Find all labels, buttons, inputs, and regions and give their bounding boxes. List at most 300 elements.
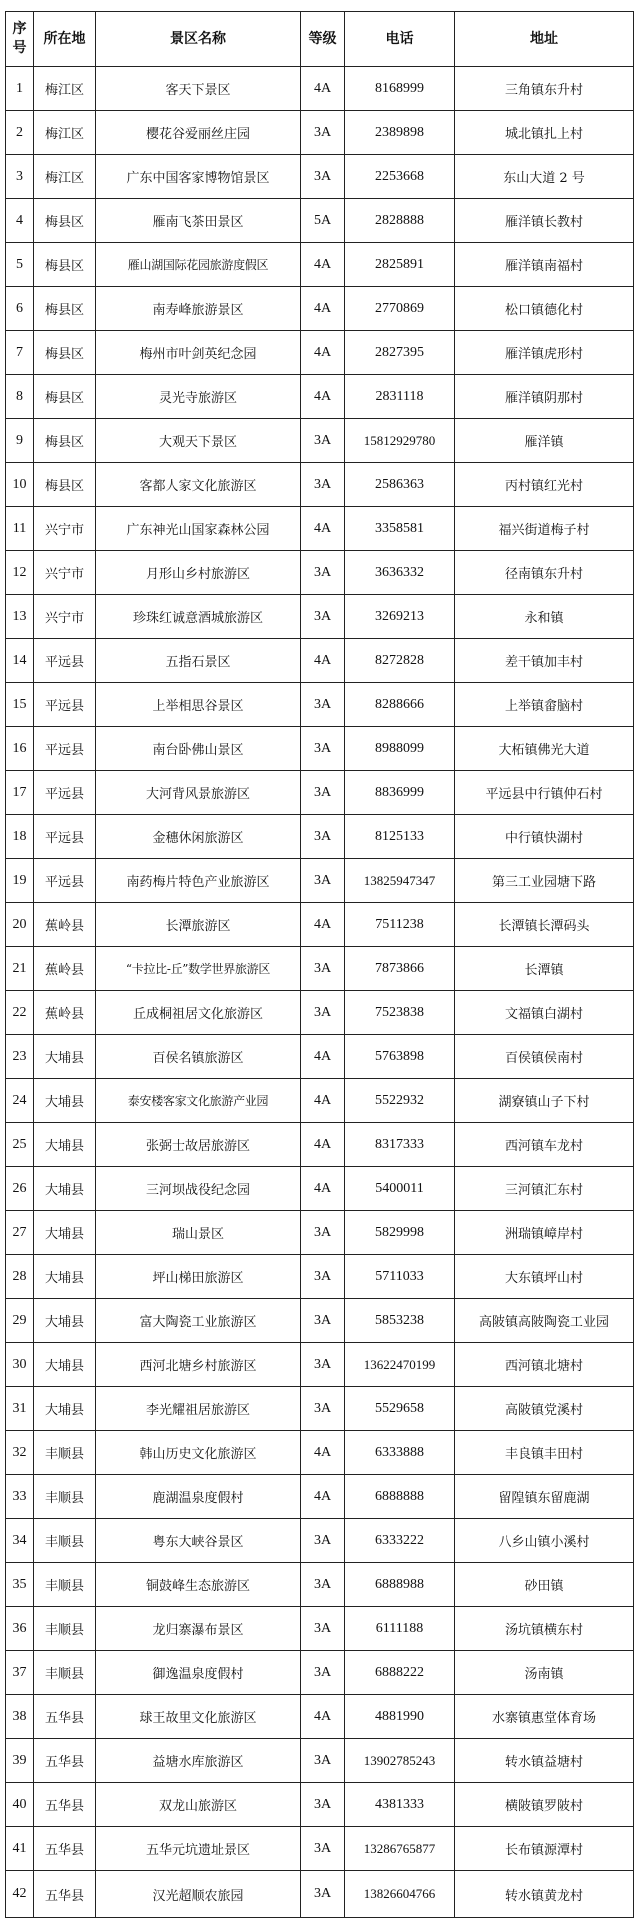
cell-seq: 32 (6, 1431, 34, 1475)
cell-district: 蕉岭县 (34, 903, 96, 947)
cell-phone: 6333888 (345, 1431, 455, 1475)
cell-district: 五华县 (34, 1739, 96, 1783)
cell-seq: 27 (6, 1211, 34, 1255)
table-row (6, 463, 634, 507)
table-row (6, 991, 634, 1035)
cell-name: “卡拉比-丘”数学世界旅游区 (96, 947, 301, 991)
cell-phone: 6111188 (345, 1607, 455, 1651)
table-body (6, 67, 634, 1918)
cell-level: 4A (301, 287, 345, 331)
scenic-area-table (5, 11, 634, 1918)
cell-level: 4A (301, 1475, 345, 1519)
cell-name: 大河背风景旅游区 (96, 771, 301, 815)
cell-address: 长潭镇长潭码头 (455, 903, 634, 947)
table-row (6, 199, 634, 243)
cell-level: 4A (301, 1035, 345, 1079)
cell-address: 径南镇东升村 (455, 551, 634, 595)
cell-district: 丰顺县 (34, 1651, 96, 1695)
cell-seq: 38 (6, 1695, 34, 1739)
cell-district: 大埔县 (34, 1255, 96, 1299)
cell-name: 长潭旅游区 (96, 903, 301, 947)
cell-name: 粤东大峡谷景区 (96, 1519, 301, 1563)
cell-district: 梅县区 (34, 287, 96, 331)
scenic-area-table-container (5, 11, 633, 1918)
cell-district: 五华县 (34, 1695, 96, 1739)
table-row (6, 727, 634, 771)
cell-seq: 29 (6, 1299, 34, 1343)
cell-district: 平远县 (34, 859, 96, 903)
table-header-row (6, 12, 634, 67)
cell-level: 4A (301, 1079, 345, 1123)
cell-seq: 42 (6, 1871, 34, 1918)
cell-name: 金穗休闲旅游区 (96, 815, 301, 859)
cell-seq: 3 (6, 155, 34, 199)
cell-district: 梅县区 (34, 243, 96, 287)
table-row (6, 859, 634, 903)
cell-phone: 6888222 (345, 1651, 455, 1695)
cell-phone: 5522932 (345, 1079, 455, 1123)
cell-seq: 40 (6, 1783, 34, 1827)
cell-address: 长潭镇 (455, 947, 634, 991)
cell-level: 3A (301, 771, 345, 815)
cell-address: 雁洋镇南福村 (455, 243, 634, 287)
cell-phone: 2827395 (345, 331, 455, 375)
cell-phone: 8317333 (345, 1123, 455, 1167)
cell-seq: 25 (6, 1123, 34, 1167)
table-row (6, 1255, 634, 1299)
cell-seq: 22 (6, 991, 34, 1035)
cell-level: 3A (301, 1827, 345, 1871)
cell-phone: 5829998 (345, 1211, 455, 1255)
cell-address: 长布镇源潭村 (455, 1827, 634, 1871)
cell-seq: 41 (6, 1827, 34, 1871)
cell-name: 梅州市叶剑英纪念园 (96, 331, 301, 375)
cell-district: 平远县 (34, 815, 96, 859)
cell-seq: 12 (6, 551, 34, 595)
cell-phone: 8272828 (345, 639, 455, 683)
cell-level: 3A (301, 1255, 345, 1299)
cell-phone: 2831118 (345, 375, 455, 419)
header-address: 地址 (455, 12, 634, 67)
cell-district: 蕉岭县 (34, 991, 96, 1035)
cell-level: 3A (301, 1387, 345, 1431)
cell-level: 3A (301, 595, 345, 639)
cell-seq: 16 (6, 727, 34, 771)
cell-district: 梅江区 (34, 67, 96, 111)
cell-seq: 34 (6, 1519, 34, 1563)
cell-address: 第三工业园塘下路 (455, 859, 634, 903)
cell-seq: 2 (6, 111, 34, 155)
table-row (6, 287, 634, 331)
table-row (6, 1167, 634, 1211)
cell-name: 泰安楼客家文化旅游产业园 (96, 1079, 301, 1123)
cell-address: 大东镇坪山村 (455, 1255, 634, 1299)
cell-level: 3A (301, 419, 345, 463)
table-row (6, 1827, 634, 1871)
cell-address: 雁洋镇阴那村 (455, 375, 634, 419)
cell-seq: 6 (6, 287, 34, 331)
cell-seq: 5 (6, 243, 34, 287)
cell-level: 4A (301, 1123, 345, 1167)
cell-name: 富大陶瓷工业旅游区 (96, 1299, 301, 1343)
cell-phone: 6888988 (345, 1563, 455, 1607)
cell-seq: 20 (6, 903, 34, 947)
cell-name: 李光耀祖居旅游区 (96, 1387, 301, 1431)
cell-address: 丰良镇丰田村 (455, 1431, 634, 1475)
table-row (6, 595, 634, 639)
cell-district: 五华县 (34, 1871, 96, 1918)
cell-name: 球王故里文化旅游区 (96, 1695, 301, 1739)
cell-seq: 14 (6, 639, 34, 683)
cell-seq: 36 (6, 1607, 34, 1651)
table-row (6, 1871, 634, 1918)
cell-seq: 23 (6, 1035, 34, 1079)
cell-level: 3A (301, 727, 345, 771)
table-row (6, 1607, 634, 1651)
cell-district: 丰顺县 (34, 1563, 96, 1607)
cell-name: 益塘水库旅游区 (96, 1739, 301, 1783)
cell-district: 兴宁市 (34, 507, 96, 551)
table-row (6, 1695, 634, 1739)
table-row (6, 1739, 634, 1783)
table-row (6, 1079, 634, 1123)
table-row (6, 419, 634, 463)
cell-name: 龙归寨瀑布景区 (96, 1607, 301, 1651)
cell-level: 3A (301, 1607, 345, 1651)
cell-level: 3A (301, 947, 345, 991)
cell-name: 坪山梯田旅游区 (96, 1255, 301, 1299)
cell-address: 中行镇快湖村 (455, 815, 634, 859)
cell-level: 4A (301, 243, 345, 287)
table-row (6, 1343, 634, 1387)
cell-name: 瑞山景区 (96, 1211, 301, 1255)
cell-name: 南台卧佛山景区 (96, 727, 301, 771)
cell-name: 广东神光山国家森林公园 (96, 507, 301, 551)
cell-name: 鹿湖温泉度假村 (96, 1475, 301, 1519)
cell-district: 平远县 (34, 639, 96, 683)
cell-name: 客都人家文化旅游区 (96, 463, 301, 507)
cell-seq: 13 (6, 595, 34, 639)
cell-address: 水寨镇惠堂体育场 (455, 1695, 634, 1739)
table-row (6, 815, 634, 859)
cell-seq: 28 (6, 1255, 34, 1299)
cell-district: 梅县区 (34, 199, 96, 243)
cell-district: 丰顺县 (34, 1607, 96, 1651)
header-seq (6, 12, 34, 67)
header-seq-label: 序号 (12, 21, 27, 56)
cell-seq: 31 (6, 1387, 34, 1431)
cell-name: 御逸温泉度假村 (96, 1651, 301, 1695)
cell-district: 梅县区 (34, 463, 96, 507)
cell-level: 3A (301, 1519, 345, 1563)
cell-address: 东山大道 2 号 (455, 155, 634, 199)
cell-phone: 3636332 (345, 551, 455, 595)
cell-district: 梅县区 (34, 419, 96, 463)
cell-name: 五华元坑遗址景区 (96, 1827, 301, 1871)
cell-phone: 7511238 (345, 903, 455, 947)
cell-level: 3A (301, 815, 345, 859)
cell-address: 汤南镇 (455, 1651, 634, 1695)
cell-phone: 8288666 (345, 683, 455, 727)
cell-address: 松口镇德化村 (455, 287, 634, 331)
cell-seq: 30 (6, 1343, 34, 1387)
cell-phone: 6888888 (345, 1475, 455, 1519)
cell-seq: 26 (6, 1167, 34, 1211)
cell-name: 韩山历史文化旅游区 (96, 1431, 301, 1475)
cell-level: 3A (301, 1871, 345, 1918)
table-row (6, 243, 634, 287)
cell-district: 大埔县 (34, 1167, 96, 1211)
cell-level: 3A (301, 1299, 345, 1343)
cell-address: 汤坑镇横东村 (455, 1607, 634, 1651)
cell-district: 大埔县 (34, 1387, 96, 1431)
cell-seq: 8 (6, 375, 34, 419)
cell-seq: 33 (6, 1475, 34, 1519)
cell-level: 4A (301, 507, 345, 551)
cell-seq: 4 (6, 199, 34, 243)
cell-phone: 2586363 (345, 463, 455, 507)
cell-name: 客天下景区 (96, 67, 301, 111)
table-row (6, 639, 634, 683)
table-row (6, 1387, 634, 1431)
cell-phone: 13825947347 (345, 859, 455, 903)
cell-level: 4A (301, 331, 345, 375)
cell-address: 留隍镇东留鹿湖 (455, 1475, 634, 1519)
table-row (6, 903, 634, 947)
table-row (6, 507, 634, 551)
cell-address: 三河镇汇东村 (455, 1167, 634, 1211)
cell-district: 大埔县 (34, 1211, 96, 1255)
cell-phone: 13826604766 (345, 1871, 455, 1918)
cell-district: 大埔县 (34, 1035, 96, 1079)
cell-address: 大柘镇佛光大道 (455, 727, 634, 771)
cell-phone: 13622470199 (345, 1343, 455, 1387)
cell-address: 雁洋镇虎形村 (455, 331, 634, 375)
header-level-label: 等级 (308, 30, 337, 47)
cell-address: 西河镇车龙村 (455, 1123, 634, 1167)
cell-level: 4A (301, 67, 345, 111)
cell-level: 4A (301, 1167, 345, 1211)
cell-phone: 8988099 (345, 727, 455, 771)
table-row (6, 1035, 634, 1079)
cell-level: 3A (301, 1343, 345, 1387)
cell-district: 兴宁市 (34, 551, 96, 595)
cell-name: 三河坝战役纪念园 (96, 1167, 301, 1211)
cell-address: 文福镇白湖村 (455, 991, 634, 1035)
cell-level: 5A (301, 199, 345, 243)
cell-seq: 39 (6, 1739, 34, 1783)
cell-phone: 15812929780 (345, 419, 455, 463)
cell-phone: 5711033 (345, 1255, 455, 1299)
cell-name: 张弼士故居旅游区 (96, 1123, 301, 1167)
cell-address: 上举镇畲脑村 (455, 683, 634, 727)
cell-phone: 2828888 (345, 199, 455, 243)
cell-phone: 5529658 (345, 1387, 455, 1431)
table-row (6, 947, 634, 991)
cell-seq: 35 (6, 1563, 34, 1607)
table-row (6, 1211, 634, 1255)
cell-level: 3A (301, 1211, 345, 1255)
cell-name: 灵光寺旅游区 (96, 375, 301, 419)
cell-name: 南药梅片特色产业旅游区 (96, 859, 301, 903)
header-level (301, 12, 345, 67)
cell-phone: 8168999 (345, 67, 455, 111)
cell-level: 3A (301, 1651, 345, 1695)
cell-level: 4A (301, 639, 345, 683)
table-row (6, 1299, 634, 1343)
cell-level: 3A (301, 859, 345, 903)
cell-phone: 8836999 (345, 771, 455, 815)
cell-seq: 37 (6, 1651, 34, 1695)
cell-seq: 24 (6, 1079, 34, 1123)
cell-seq: 11 (6, 507, 34, 551)
cell-seq: 17 (6, 771, 34, 815)
cell-district: 大埔县 (34, 1079, 96, 1123)
cell-phone: 13902785243 (345, 1739, 455, 1783)
cell-level: 4A (301, 375, 345, 419)
cell-name: 珍珠红诚意酒城旅游区 (96, 595, 301, 639)
cell-seq: 18 (6, 815, 34, 859)
table-row (6, 1563, 634, 1607)
cell-level: 3A (301, 551, 345, 595)
cell-district: 梅县区 (34, 375, 96, 419)
table-row (6, 1475, 634, 1519)
cell-address: 差干镇加丰村 (455, 639, 634, 683)
cell-phone: 6333222 (345, 1519, 455, 1563)
cell-name: 大观天下景区 (96, 419, 301, 463)
cell-address: 百侯镇侯南村 (455, 1035, 634, 1079)
cell-level: 3A (301, 1739, 345, 1783)
cell-name: 汉光超顺农旅园 (96, 1871, 301, 1918)
cell-address: 雁洋镇 (455, 419, 634, 463)
cell-district: 梅江区 (34, 155, 96, 199)
cell-address: 横陂镇罗陂村 (455, 1783, 634, 1827)
cell-address: 转水镇益塘村 (455, 1739, 634, 1783)
cell-district: 兴宁市 (34, 595, 96, 639)
cell-address: 丙村镇红光村 (455, 463, 634, 507)
cell-phone: 13286765877 (345, 1827, 455, 1871)
cell-phone: 8125133 (345, 815, 455, 859)
cell-district: 平远县 (34, 727, 96, 771)
cell-seq: 19 (6, 859, 34, 903)
header-name: 景区名称 (96, 12, 301, 67)
cell-name: 铜鼓峰生态旅游区 (96, 1563, 301, 1607)
cell-name: 上举相思谷景区 (96, 683, 301, 727)
cell-district: 丰顺县 (34, 1475, 96, 1519)
cell-level: 4A (301, 903, 345, 947)
cell-district: 大埔县 (34, 1123, 96, 1167)
cell-district: 梅县区 (34, 331, 96, 375)
cell-address: 转水镇黄龙村 (455, 1871, 634, 1918)
cell-name: 雁南飞茶田景区 (96, 199, 301, 243)
cell-name: 樱花谷爱丽丝庄园 (96, 111, 301, 155)
cell-level: 4A (301, 1695, 345, 1739)
cell-name: 雁山湖国际花园旅游度假区 (96, 243, 301, 287)
table-row (6, 67, 634, 111)
table-row (6, 1431, 634, 1475)
cell-address: 八乡山镇小溪村 (455, 1519, 634, 1563)
cell-seq: 7 (6, 331, 34, 375)
cell-district: 平远县 (34, 683, 96, 727)
cell-phone: 2389898 (345, 111, 455, 155)
cell-level: 3A (301, 1563, 345, 1607)
cell-level: 3A (301, 683, 345, 727)
cell-district: 梅江区 (34, 111, 96, 155)
cell-district: 大埔县 (34, 1299, 96, 1343)
cell-seq: 15 (6, 683, 34, 727)
cell-phone: 3358581 (345, 507, 455, 551)
table-row (6, 1123, 634, 1167)
cell-name: 广东中国客家博物馆景区 (96, 155, 301, 199)
cell-phone: 7523838 (345, 991, 455, 1035)
cell-district: 平远县 (34, 771, 96, 815)
cell-seq: 21 (6, 947, 34, 991)
cell-address: 雁洋镇长教村 (455, 199, 634, 243)
cell-district: 丰顺县 (34, 1431, 96, 1475)
cell-address: 西河镇北塘村 (455, 1343, 634, 1387)
cell-name: 五指石景区 (96, 639, 301, 683)
table-row (6, 111, 634, 155)
cell-address: 三角镇东升村 (455, 67, 634, 111)
cell-district: 大埔县 (34, 1343, 96, 1387)
cell-name: 南寿峰旅游景区 (96, 287, 301, 331)
header-phone: 电话 (345, 12, 455, 67)
cell-level: 3A (301, 111, 345, 155)
cell-name: 西河北塘乡村旅游区 (96, 1343, 301, 1387)
cell-phone: 5400011 (345, 1167, 455, 1211)
cell-name: 百侯名镇旅游区 (96, 1035, 301, 1079)
cell-phone: 2770869 (345, 287, 455, 331)
cell-phone: 5853238 (345, 1299, 455, 1343)
cell-phone: 7873866 (345, 947, 455, 991)
cell-phone: 2253668 (345, 155, 455, 199)
table-row (6, 375, 634, 419)
cell-address: 城北镇扎上村 (455, 111, 634, 155)
cell-address: 洲瑞镇嶂岸村 (455, 1211, 634, 1255)
table-row (6, 683, 634, 727)
cell-level: 3A (301, 463, 345, 507)
table-row (6, 551, 634, 595)
header-district: 所在地 (34, 12, 96, 67)
cell-seq: 1 (6, 67, 34, 111)
cell-name: 丘成桐祖居文化旅游区 (96, 991, 301, 1035)
table-row (6, 1783, 634, 1827)
cell-name: 月形山乡村旅游区 (96, 551, 301, 595)
cell-level: 3A (301, 1783, 345, 1827)
cell-seq: 9 (6, 419, 34, 463)
cell-phone: 4881990 (345, 1695, 455, 1739)
cell-name: 双龙山旅游区 (96, 1783, 301, 1827)
cell-address: 永和镇 (455, 595, 634, 639)
cell-address: 湖寮镇山子下村 (455, 1079, 634, 1123)
cell-district: 丰顺县 (34, 1519, 96, 1563)
cell-phone: 4381333 (345, 1783, 455, 1827)
cell-district: 五华县 (34, 1783, 96, 1827)
table-row (6, 1651, 634, 1695)
table-row (6, 331, 634, 375)
cell-level: 3A (301, 991, 345, 1035)
cell-district: 五华县 (34, 1827, 96, 1871)
cell-level: 3A (301, 155, 345, 199)
cell-address: 砂田镇 (455, 1563, 634, 1607)
cell-phone: 3269213 (345, 595, 455, 639)
table-row (6, 1519, 634, 1563)
cell-address: 高陂镇党溪村 (455, 1387, 634, 1431)
table-row (6, 771, 634, 815)
cell-address: 平远县中行镇仲石村 (455, 771, 634, 815)
cell-phone: 5763898 (345, 1035, 455, 1079)
cell-district: 蕉岭县 (34, 947, 96, 991)
